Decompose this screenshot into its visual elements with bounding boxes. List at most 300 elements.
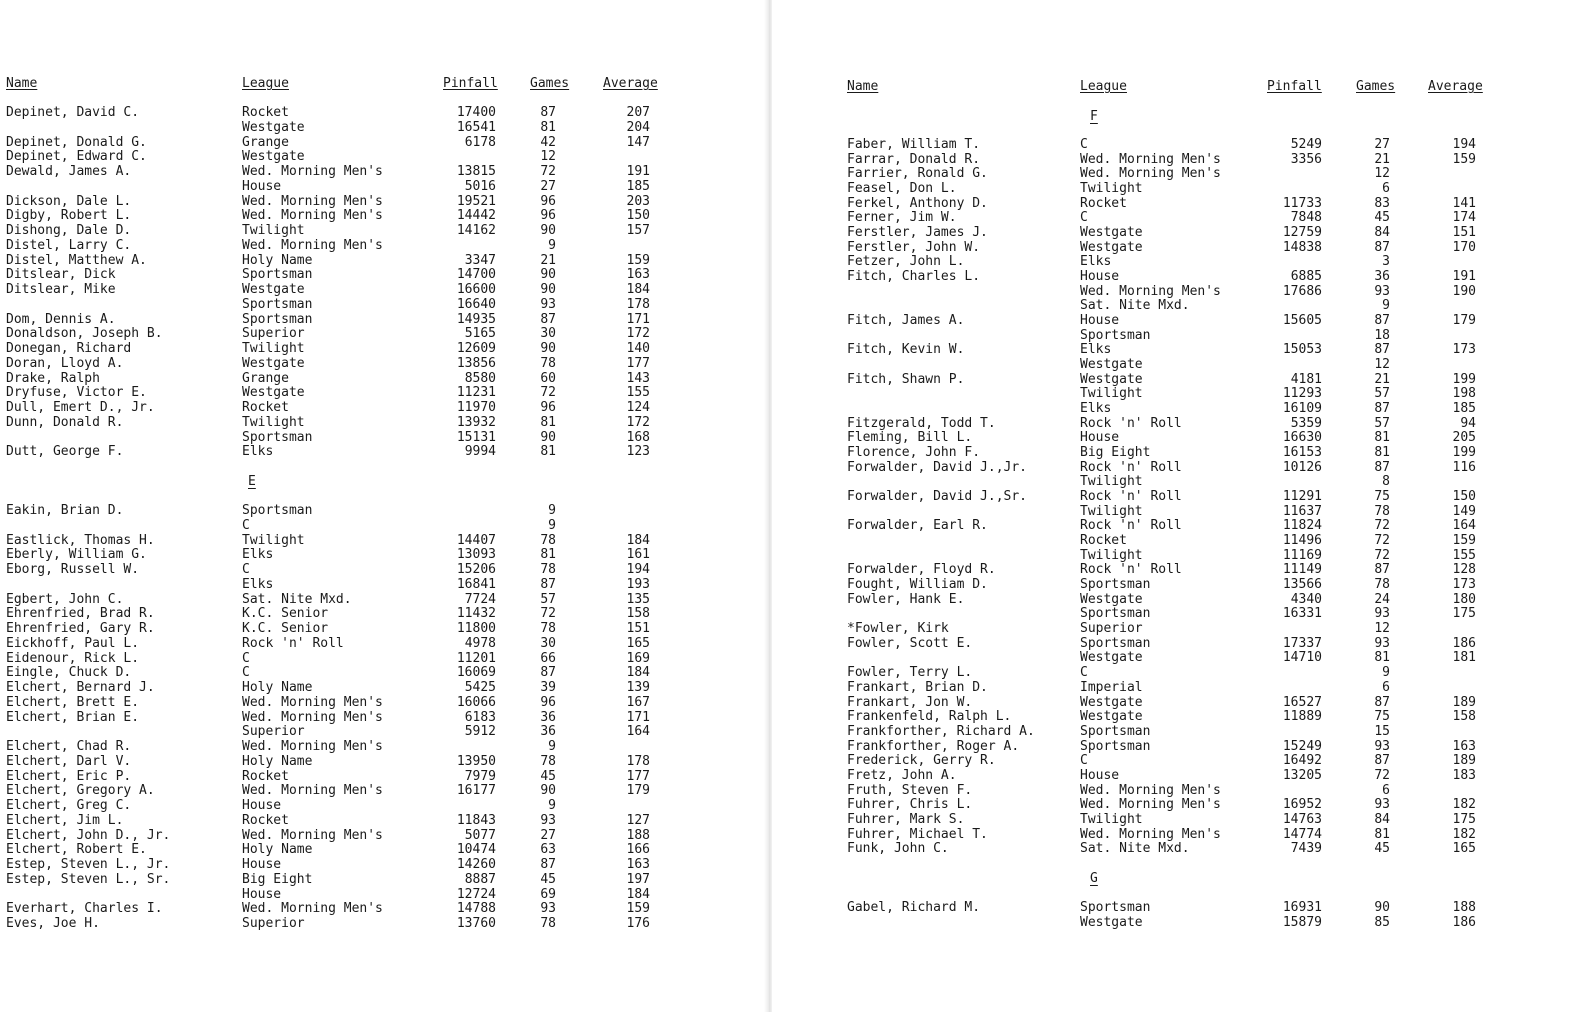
average-value: 207: [626, 105, 650, 120]
league-name: Sportsman: [242, 503, 313, 518]
games-value: 78: [540, 916, 556, 931]
league-name: Superior: [242, 916, 305, 931]
bowler-name: Distel, Matthew A.: [6, 252, 147, 268]
league-name: Sat. Nite Mxd.: [242, 591, 352, 607]
pinfall-value: 14763: [1282, 811, 1322, 827]
bowler-name: Frankart, Brian D.: [847, 679, 988, 695]
table-row: [772, 606, 1590, 621]
pinfall-value: 16630: [1282, 430, 1322, 446]
average-value: 197: [626, 871, 650, 887]
bowler-name: Farrar, Donald R.: [847, 151, 981, 167]
games-value: 72: [540, 385, 556, 401]
average-value: 199: [1452, 445, 1476, 461]
table-row: [772, 812, 1590, 827]
league-name: Twilight: [1080, 547, 1143, 563]
games-value: 72: [1374, 547, 1390, 563]
pinfall-value: 5077: [464, 827, 496, 843]
league-name: Twilight: [242, 341, 305, 356]
table-row: [772, 724, 1590, 739]
average-value: 139: [626, 680, 650, 695]
league-name: Westgate: [242, 385, 305, 401]
table-row: [772, 621, 1590, 636]
league-name: Grange: [242, 134, 289, 150]
table-row: [0, 710, 768, 725]
games-value: 87: [540, 665, 556, 681]
header-games: Games: [1356, 79, 1396, 94]
table-row: [772, 753, 1590, 768]
pinfall-value: 15249: [1282, 738, 1322, 754]
games-value: 30: [540, 326, 556, 342]
pinfall-value: 10126: [1282, 459, 1322, 475]
league-name: House: [1080, 767, 1120, 783]
bowler-name: Fitch, Charles L.: [847, 269, 981, 284]
average-value: 189: [1452, 694, 1476, 710]
league-name: Sportsman: [1080, 606, 1151, 622]
average-value: 157: [626, 223, 650, 238]
pinfall-value: 17400: [456, 105, 496, 120]
table-row: [772, 416, 1590, 431]
pinfall-value: 13950: [456, 753, 496, 769]
games-value: 96: [540, 694, 556, 710]
pinfall-value: 17686: [1282, 283, 1322, 299]
header-name: Name: [847, 79, 879, 94]
average-value: 94: [1460, 415, 1476, 431]
average-value: 194: [626, 562, 650, 577]
average-value: 184: [626, 282, 650, 297]
bowler-name: Fleming, Bill L.: [847, 430, 973, 446]
games-value: 78: [1374, 577, 1390, 593]
bowler-name: Distel, Larry C.: [6, 237, 132, 253]
table-row: [0, 857, 768, 872]
league-name: Holy Name: [242, 842, 313, 858]
games-value: 72: [1374, 767, 1390, 783]
average-value: 184: [626, 532, 650, 548]
league-name: Holy Name: [242, 753, 313, 769]
average-value: 159: [626, 901, 650, 917]
games-value: 27: [1374, 137, 1390, 152]
table-row: [0, 297, 768, 312]
league-name: Wed. Morning Men's: [1080, 283, 1221, 299]
pinfall-value: 16492: [1282, 753, 1322, 769]
games-value: 87: [1374, 342, 1390, 358]
table-row: [772, 328, 1590, 343]
league-name: Westgate: [1080, 225, 1143, 240]
league-name: Twilight: [1080, 181, 1143, 196]
bowler-name: Dryfuse, Victor E.: [6, 385, 147, 401]
games-value: 87: [1374, 694, 1390, 710]
league-name: Wed. Morning Men's: [1080, 151, 1221, 167]
pinfall-value: 13815: [456, 164, 496, 179]
table-row: [772, 401, 1590, 416]
games-value: 45: [540, 768, 556, 784]
table-row: [772, 284, 1590, 299]
average-value: 176: [626, 916, 650, 931]
bowler-name: Eberly, William G.: [6, 547, 147, 563]
average-value: 147: [626, 134, 650, 150]
bowler-name: Forwalder, Floyd R.: [847, 562, 996, 578]
league-name: Rock 'n' Roll: [1080, 415, 1182, 431]
games-value: 78: [1374, 503, 1390, 519]
table-row: [0, 783, 768, 798]
table-row: [0, 312, 768, 327]
average-value: 161: [626, 547, 650, 563]
pinfall-value: 11432: [456, 606, 496, 622]
table-row: [0, 238, 768, 253]
league-name: Westgate: [242, 355, 305, 371]
table-row: [772, 137, 1590, 152]
games-value: 72: [540, 164, 556, 179]
pinfall-value: 11970: [456, 400, 496, 415]
games-value: 96: [540, 208, 556, 224]
games-value: 87: [540, 105, 556, 120]
pinfall-value: 11824: [1282, 518, 1322, 534]
bowler-name: Everhart, Charles I.: [6, 901, 163, 917]
table-row: [0, 680, 768, 695]
average-value: 140: [626, 341, 650, 356]
league-name: Elks: [1080, 401, 1112, 417]
table-row: [0, 901, 768, 916]
games-value: 87: [1374, 459, 1390, 475]
league-name: C: [242, 517, 250, 533]
table-row: [0, 872, 768, 887]
league-name: House: [1080, 430, 1120, 446]
table-row: [0, 547, 768, 562]
average-value: 179: [1452, 313, 1476, 328]
table-row: [0, 164, 768, 179]
league-name: Twilight: [1080, 811, 1143, 827]
games-value: 87: [540, 576, 556, 592]
league-name: Big Eight: [242, 871, 313, 887]
games-value: 87: [1374, 753, 1390, 769]
average-value: 151: [1452, 225, 1476, 240]
average-value: 158: [1452, 709, 1476, 725]
games-value: 6: [1382, 181, 1390, 196]
table-row: [772, 562, 1590, 577]
average-value: 182: [1452, 797, 1476, 813]
average-value: 177: [626, 768, 650, 784]
league-name: Wed. Morning Men's: [242, 739, 383, 754]
games-value: 90: [540, 429, 556, 445]
table-row: [772, 474, 1590, 489]
header-league: League: [1080, 79, 1127, 94]
bowler-name: Fought, William D.: [847, 577, 988, 593]
league-name: Elks: [242, 576, 274, 592]
league-name: K.C. Senior: [242, 621, 329, 636]
bowler-name: Frankenfeld, Ralph L.: [847, 709, 1012, 725]
games-value: 87: [1374, 313, 1390, 328]
average-value: 159: [1452, 151, 1476, 167]
table-row: [0, 385, 768, 400]
bowler-name: Egbert, John C.: [6, 591, 124, 607]
games-value: 69: [540, 886, 556, 902]
pinfall-value: 15131: [456, 429, 496, 445]
pinfall-value: 16177: [456, 783, 496, 799]
average-value: 186: [1452, 914, 1476, 930]
table-row: [772, 665, 1590, 680]
league-name: Wed. Morning Men's: [242, 901, 383, 917]
pinfall-value: 16527: [1282, 694, 1322, 710]
bowler-name: Eves, Joe H.: [6, 916, 100, 931]
pinfall-value: 14260: [456, 857, 496, 872]
games-value: 93: [1374, 738, 1390, 754]
pinfall-value: 4340: [1290, 591, 1322, 607]
average-value: 171: [626, 311, 650, 327]
bowler-name: Feasel, Don L.: [847, 181, 957, 196]
games-value: 75: [1374, 489, 1390, 505]
average-value: 204: [626, 119, 650, 135]
pinfall-value: 13932: [456, 414, 496, 430]
games-value: 57: [1374, 386, 1390, 402]
pinfall-value: 14838: [1282, 239, 1322, 255]
league-name: Elks: [1080, 342, 1112, 358]
bowler-name: Dishong, Dale D.: [6, 223, 132, 238]
league-name: Elks: [242, 444, 274, 460]
table-row: [0, 356, 768, 371]
bowler-name: Doran, Lloyd A.: [6, 355, 124, 371]
games-value: 90: [540, 341, 556, 356]
league-name: Holy Name: [242, 680, 313, 695]
bowler-name: Fitch, Shawn P.: [847, 371, 965, 387]
table-row: [0, 326, 768, 341]
table-row: [0, 253, 768, 268]
pinfall-value: 13856: [456, 355, 496, 371]
table-row: [772, 768, 1590, 783]
games-value: 83: [1374, 195, 1390, 211]
bowler-name: Elchert, Brian E.: [6, 709, 140, 725]
league-name: Wed. Morning Men's: [1080, 797, 1221, 813]
league-name: House: [1080, 269, 1120, 284]
bowler-name: Ehrenfried, Brad R.: [6, 606, 155, 622]
average-value: 150: [1452, 489, 1476, 505]
pinfall-value: 16069: [456, 665, 496, 681]
games-value: 81: [1374, 445, 1390, 461]
games-value: 93: [1374, 635, 1390, 651]
games-value: 15: [1374, 723, 1390, 739]
games-value: 81: [1374, 430, 1390, 446]
section-letter: G: [1090, 870, 1098, 886]
league-name: Sat. Nite Mxd.: [1080, 298, 1190, 314]
average-value: 178: [626, 296, 650, 312]
league-name: Sportsman: [1080, 899, 1151, 915]
average-value: 178: [626, 753, 650, 769]
table-row: [772, 210, 1590, 225]
average-value: 193: [626, 576, 650, 592]
games-value: 57: [1374, 415, 1390, 431]
pinfall-value: 14935: [456, 311, 496, 327]
bowler-name: Drake, Ralph: [6, 370, 100, 386]
games-value: 12: [1374, 621, 1390, 637]
table-row: [0, 430, 768, 445]
table-row: [0, 415, 768, 430]
table-row: [0, 120, 768, 135]
games-value: 72: [540, 606, 556, 622]
bowler-name: Fitzgerald, Todd T.: [847, 415, 996, 431]
league-name: Westgate: [1080, 650, 1143, 666]
games-value: 72: [1374, 518, 1390, 534]
table-row: [772, 636, 1590, 651]
games-value: 3: [1382, 254, 1390, 270]
average-value: 186: [1452, 635, 1476, 651]
average-value: 182: [1452, 826, 1476, 842]
table-row: [772, 739, 1590, 754]
league-name: C: [1080, 210, 1088, 226]
pinfall-value: 3347: [464, 252, 496, 268]
bowler-name: Farrier, Ronald G.: [847, 166, 988, 182]
table-row: [772, 841, 1590, 856]
pinfall-value: 12609: [456, 341, 496, 356]
average-value: 149: [1452, 503, 1476, 519]
games-value: 39: [540, 680, 556, 695]
pinfall-value: 8887: [464, 871, 496, 887]
average-value: 164: [1452, 518, 1476, 534]
average-value: 173: [1452, 342, 1476, 358]
table-row: [772, 680, 1590, 695]
games-value: 45: [1374, 841, 1390, 857]
average-value: 151: [626, 621, 650, 636]
games-value: 96: [540, 193, 556, 209]
bowler-name: Fitch, James A.: [847, 313, 965, 328]
league-name: House: [242, 798, 282, 813]
league-name: C: [1080, 137, 1088, 152]
table-row: [772, 357, 1590, 372]
pinfall-value: 15879: [1282, 914, 1322, 930]
bowler-name: Elchert, Brett E.: [6, 694, 140, 710]
average-value: 169: [626, 650, 650, 666]
games-value: 9: [548, 739, 556, 754]
bowler-name: Elchert, Darl V.: [6, 753, 132, 769]
table-row: [772, 504, 1590, 519]
games-value: 81: [1374, 826, 1390, 842]
league-name: Rocket: [1080, 195, 1127, 211]
league-name: Twilight: [1080, 503, 1143, 519]
table-row: [0, 400, 768, 415]
average-value: 172: [626, 326, 650, 342]
average-value: 188: [1452, 899, 1476, 915]
bowler-name: Digby, Robert L.: [6, 208, 132, 224]
league-name: Twilight: [242, 223, 305, 238]
league-name: Wed. Morning Men's: [242, 827, 383, 843]
league-name: Big Eight: [1080, 445, 1151, 461]
average-value: 163: [1452, 738, 1476, 754]
games-value: 78: [540, 532, 556, 548]
league-name: House: [242, 178, 282, 194]
average-value: 150: [626, 208, 650, 224]
column-headers: [0, 76, 768, 91]
games-value: 63: [540, 842, 556, 858]
games-value: 90: [540, 267, 556, 283]
table-row: [0, 444, 768, 459]
league-name: C: [1080, 665, 1088, 681]
games-value: 57: [540, 591, 556, 607]
average-value: 165: [1452, 841, 1476, 857]
pinfall-value: 5359: [1290, 415, 1322, 431]
bowler-name: Elchert, Jim L.: [6, 812, 124, 828]
average-value: 159: [1452, 533, 1476, 549]
games-value: 66: [540, 650, 556, 666]
average-value: 164: [626, 724, 650, 740]
average-value: 170: [1452, 239, 1476, 255]
league-name: Wed. Morning Men's: [242, 208, 383, 224]
table-row: [0, 665, 768, 680]
league-name: Rocket: [242, 812, 289, 828]
games-value: 24: [1374, 591, 1390, 607]
average-value: 167: [626, 694, 650, 710]
league-name: Westgate: [1080, 694, 1143, 710]
games-value: 60: [540, 370, 556, 386]
average-value: 185: [626, 178, 650, 194]
bowler-name: Depinet, David C.: [6, 105, 140, 120]
average-value: 135: [626, 591, 650, 607]
pinfall-value: 13566: [1282, 577, 1322, 593]
bowler-name: Ditslear, Mike: [6, 282, 116, 297]
pinfall-value: 5165: [464, 326, 496, 342]
bowler-name: Frankforther, Roger A.: [847, 738, 1020, 754]
bowler-name: Eidenour, Rick L.: [6, 650, 140, 666]
games-value: 12: [1374, 357, 1390, 373]
league-name: Westgate: [1080, 709, 1143, 725]
league-name: Wed. Morning Men's: [242, 694, 383, 710]
table-row: [772, 166, 1590, 181]
league-name: Wed. Morning Men's: [1080, 826, 1221, 842]
average-value: 191: [626, 164, 650, 179]
pinfall-value: 14407: [456, 532, 496, 548]
league-name: C: [242, 562, 250, 577]
games-value: 87: [1374, 239, 1390, 255]
pinfall-value: 11231: [456, 385, 496, 401]
pinfall-value: 15206: [456, 562, 496, 577]
pinfall-value: 14774: [1282, 826, 1322, 842]
bowler-name: Frankforther, Richard A.: [847, 723, 1035, 739]
games-value: 27: [540, 827, 556, 843]
pinfall-value: 10474: [456, 842, 496, 858]
table-row: [0, 621, 768, 636]
table-row: [772, 460, 1590, 475]
pinfall-value: 11291: [1282, 489, 1322, 505]
bowler-name: Dunn, Donald R.: [6, 414, 124, 430]
bowler-name: Donegan, Richard: [6, 341, 132, 356]
average-value: 180: [1452, 591, 1476, 607]
average-value: 174: [1452, 210, 1476, 226]
games-value: 87: [540, 857, 556, 872]
league-name: Twilight: [1080, 386, 1143, 402]
pinfall-value: 15605: [1282, 313, 1322, 328]
league-name: Sportsman: [1080, 577, 1151, 593]
bowler-name: Fowler, Scott E.: [847, 635, 973, 651]
games-value: 93: [540, 296, 556, 312]
pinfall-value: 4978: [464, 635, 496, 651]
games-value: 87: [540, 311, 556, 327]
pinfall-value: 7848: [1290, 210, 1322, 226]
bowler-name: Eastlick, Thomas H.: [6, 532, 155, 548]
pinfall-value: 12759: [1282, 225, 1322, 240]
pinfall-value: 11733: [1282, 195, 1322, 211]
average-value: 168: [626, 429, 650, 445]
table-row: [0, 813, 768, 828]
pinfall-value: 11889: [1282, 709, 1322, 725]
average-value: 128: [1452, 562, 1476, 578]
average-value: 203: [626, 193, 650, 209]
bowler-name: Eingle, Chuck D.: [6, 665, 132, 681]
league-name: Rock 'n' Roll: [1080, 518, 1182, 534]
average-value: 163: [626, 267, 650, 283]
average-value: 205: [1452, 430, 1476, 446]
games-value: 78: [540, 753, 556, 769]
pinfall-value: 11293: [1282, 386, 1322, 402]
average-value: 190: [1452, 283, 1476, 299]
league-name: Wed. Morning Men's: [242, 783, 383, 799]
average-value: 188: [626, 827, 650, 843]
bowler-name: Faber, William T.: [847, 137, 981, 152]
